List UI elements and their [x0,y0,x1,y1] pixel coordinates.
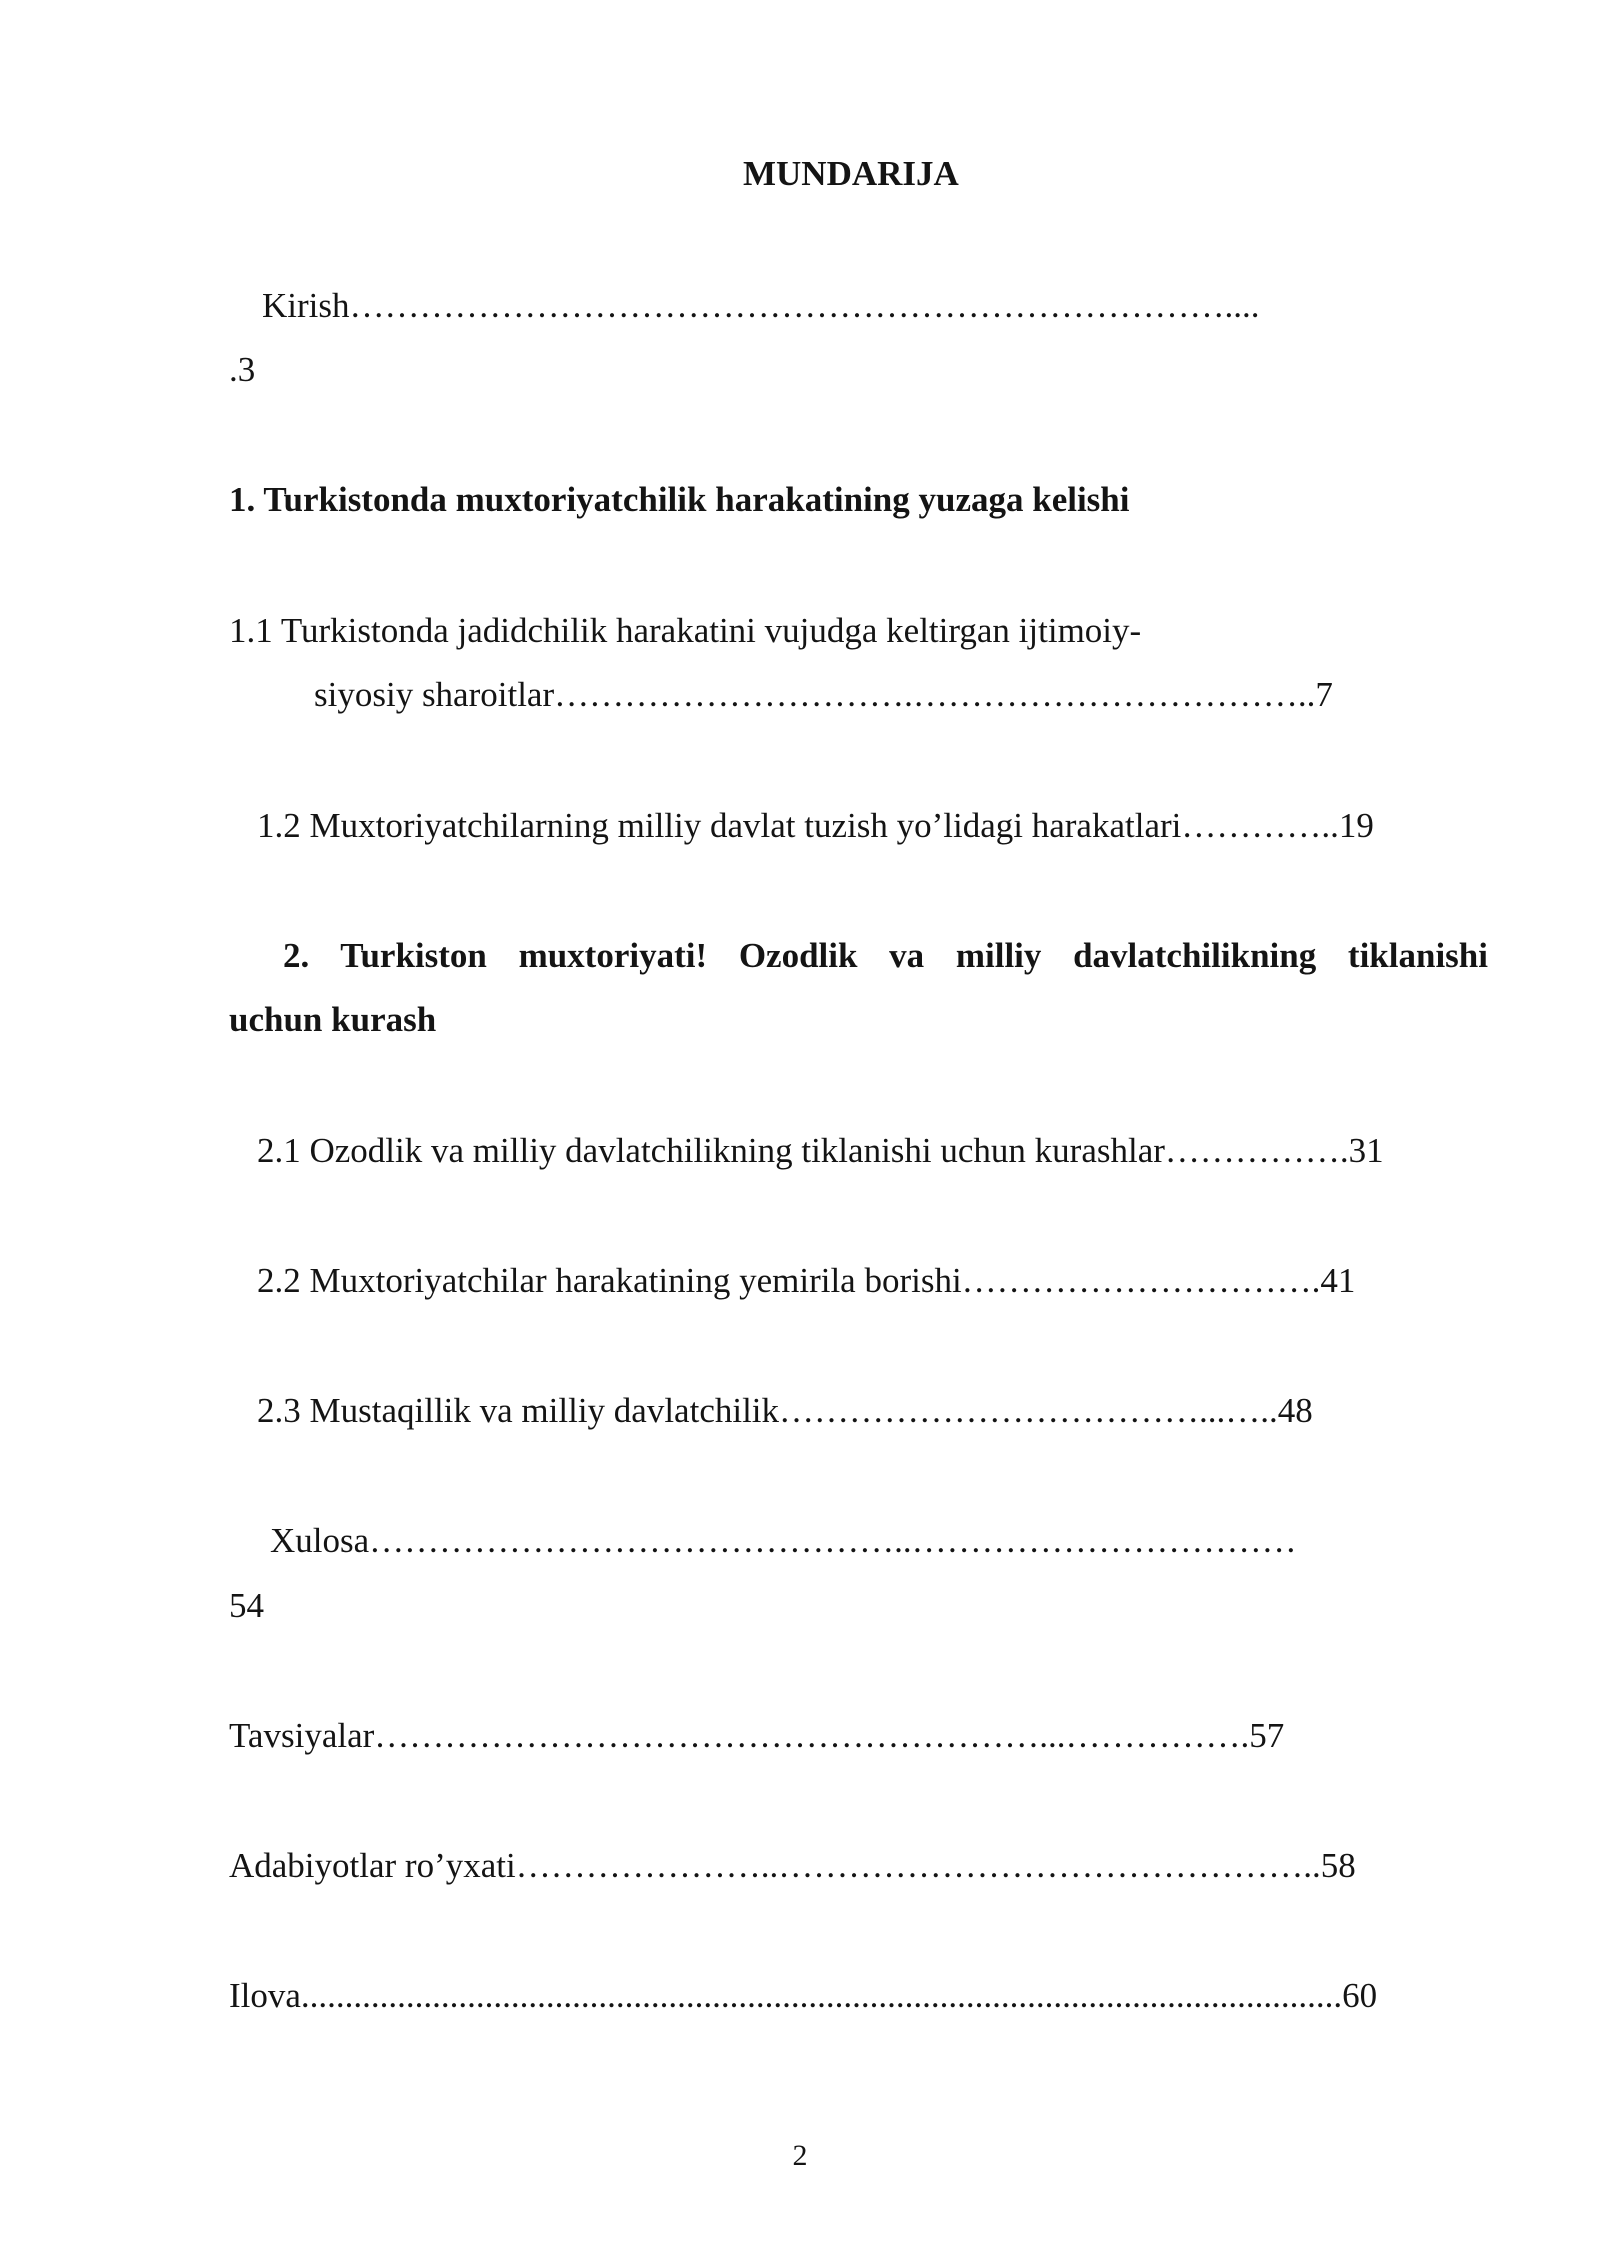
toc-entry-kirish-page: .3 [229,350,256,389]
toc-entry-2-1: 2.1 Ozodlik va milliy davlatchilikning tiklanishi uchun kurashlar…………….31 [257,1131,1384,1170]
toc-entry-1-2: 1.2 Muxtoriyatchilarning milliy davlat tuzish yo’lidagi harakatlari…………..19 [257,806,1374,845]
toc-entry-adabiyotlar: Adabiyotlar ro’yxati…………………..………………………………………..58 [229,1846,1356,1885]
toc-entry-ilova: Ilova.......................................................................................................................60 [229,1976,1378,2015]
toc-entry-xulosa: Xulosa………………………………………..…………………………… [270,1521,1297,1560]
toc-chapter-2-line1: 2. Turkiston muxtoriyati! Ozodlik va milliy davlatchilikning tiklanishi [283,936,1488,975]
page-number: 2 [792,2139,808,2172]
toc-entry-2-3: 2.3 Mustaqillik va milliy davlatchilik………………………………...…..48 [257,1391,1313,1430]
toc-chapter-2-line2: uchun kurash [229,1000,437,1039]
toc-entry-1-1-line2: siyosiy sharoitlar………………………….……………………………..7 [314,675,1333,714]
toc-entry-tavsiyalar: Tavsiyalar…………………………………………………...…………….57 [229,1716,1285,1755]
toc-entry-xulosa-page: 54 [229,1586,264,1625]
toc-entry-2-2: 2.2 Muxtoriyatchilar harakatining yemirila borishi………………………….41 [257,1261,1356,1300]
toc-entry-1-1-line1: 1.1 Turkistonda jadidchilik harakatini vujudga keltirgan ijtimoiy- [229,611,1142,650]
page-title-text: MUNDARIJA [743,154,959,193]
toc-entry-kirish: Kirish………………………………………………………………….... [262,286,1260,325]
toc-chapter-1: 1. Turkistonda muxtoriyatchilik harakatining yuzaga kelishi [229,480,1130,519]
